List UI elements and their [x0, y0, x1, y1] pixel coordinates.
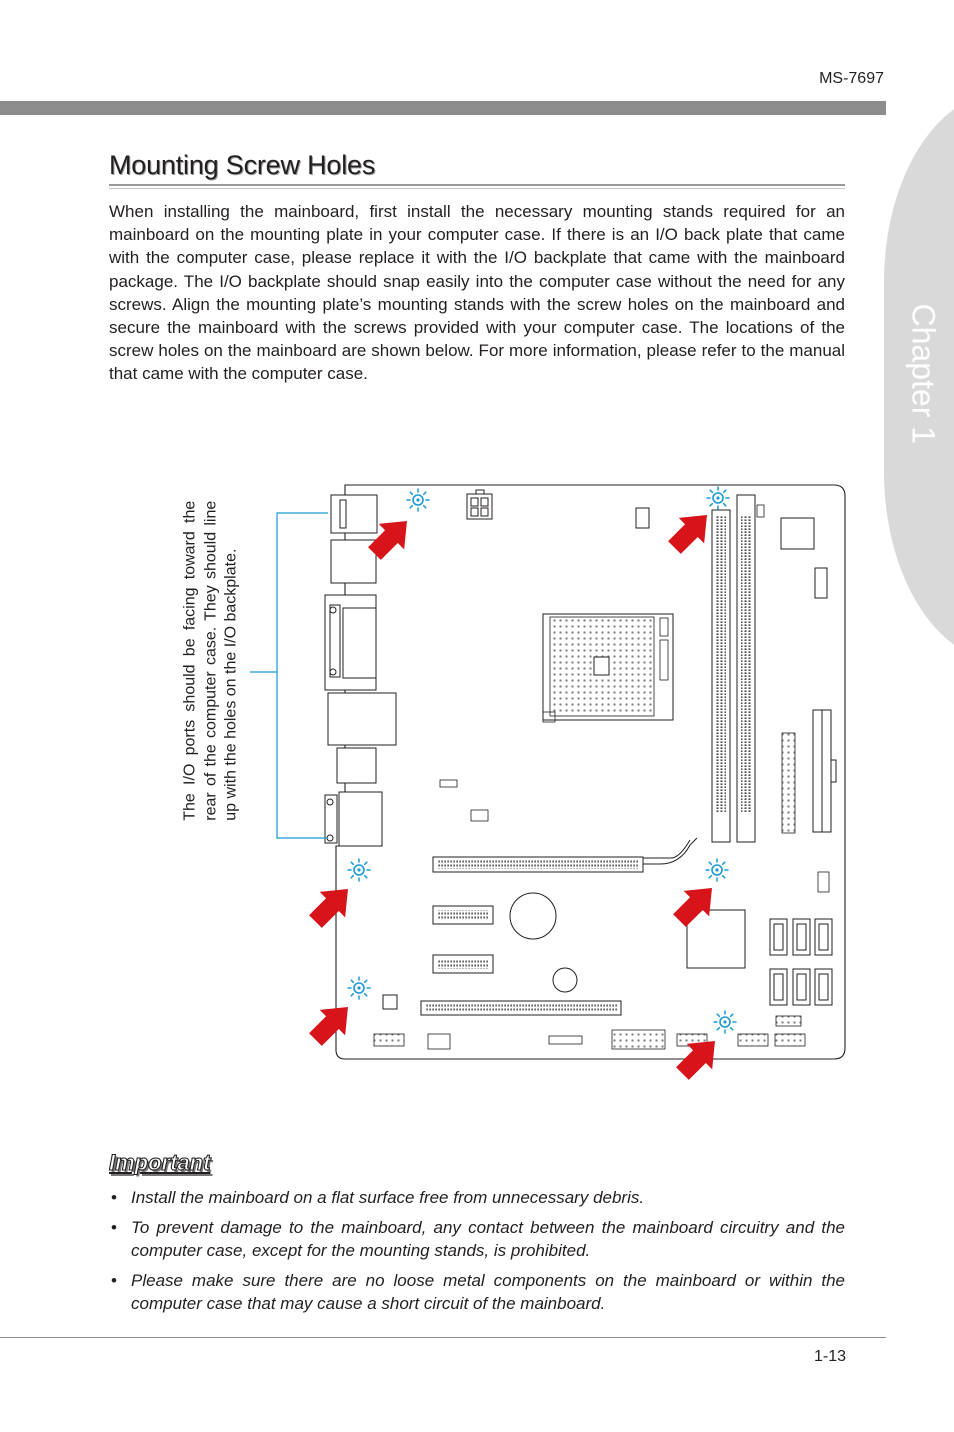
- important-item-text: Please make sure there are no loose metal components on the mainboard or within the computer case that may cause a short circuit of the mainboard.: [131, 1271, 845, 1313]
- chapter-tab-label: Chapter 1: [905, 303, 942, 445]
- front-panel-header-right: [782, 733, 795, 833]
- footer-divider: [0, 1337, 886, 1338]
- important-item-text: To prevent damage to the mainboard, any contact between the mainboard circuitry and the computer case, except for the mounting stands, is prohibited.: [131, 1218, 845, 1260]
- chipset: [687, 910, 745, 968]
- io-note: The I/O ports should be facing toward the rear of the computer case. They should line up with the holes on the I/O backplate.: [181, 500, 240, 821]
- cpu-socket: [543, 614, 673, 722]
- page-number: 1-13: [813, 1348, 846, 1365]
- important-item: [109, 1269, 845, 1315]
- bullet-icon: •: [111, 1188, 117, 1207]
- pci-slot: [421, 1001, 621, 1015]
- important-item-text: Install the mainboard on a flat surface free from unnecessary debris.: [131, 1188, 645, 1207]
- battery: [510, 893, 556, 939]
- chip-top-right: [781, 518, 814, 549]
- board-outline: [336, 485, 845, 1059]
- io-bracket: [250, 513, 328, 838]
- header-top-right: [815, 568, 827, 598]
- important-item: [109, 1186, 845, 1209]
- intro-paragraph: When installing the mainboard, first install the necessary mounting stands required for an mainboard on the mounting plate in your computer case. If there is an I/O back plate that came with the computer case, please replace it with the I/O backplate that came with the mainboard package. The I/O backplate should snap easily into the computer case without the need for any screws. Align the mounting plate’s mounting stands with the screw holes on the mainboard and secure the mainboard with the screws provided with your computer case. The locations of the screw holes on the mainboard are shown below. For more information, please refer to the manual that came with the computer case.: [109, 202, 845, 384]
- important-list: [109, 1186, 845, 1322]
- bullet-icon: •: [111, 1271, 117, 1290]
- important-item: [109, 1216, 845, 1262]
- important-heading: Important: [109, 1150, 211, 1175]
- bullet-icon: •: [111, 1218, 117, 1237]
- section-title: Mounting Screw Holes: [109, 150, 376, 180]
- buzzer: [553, 968, 577, 992]
- model-number: MS-7697: [819, 70, 884, 87]
